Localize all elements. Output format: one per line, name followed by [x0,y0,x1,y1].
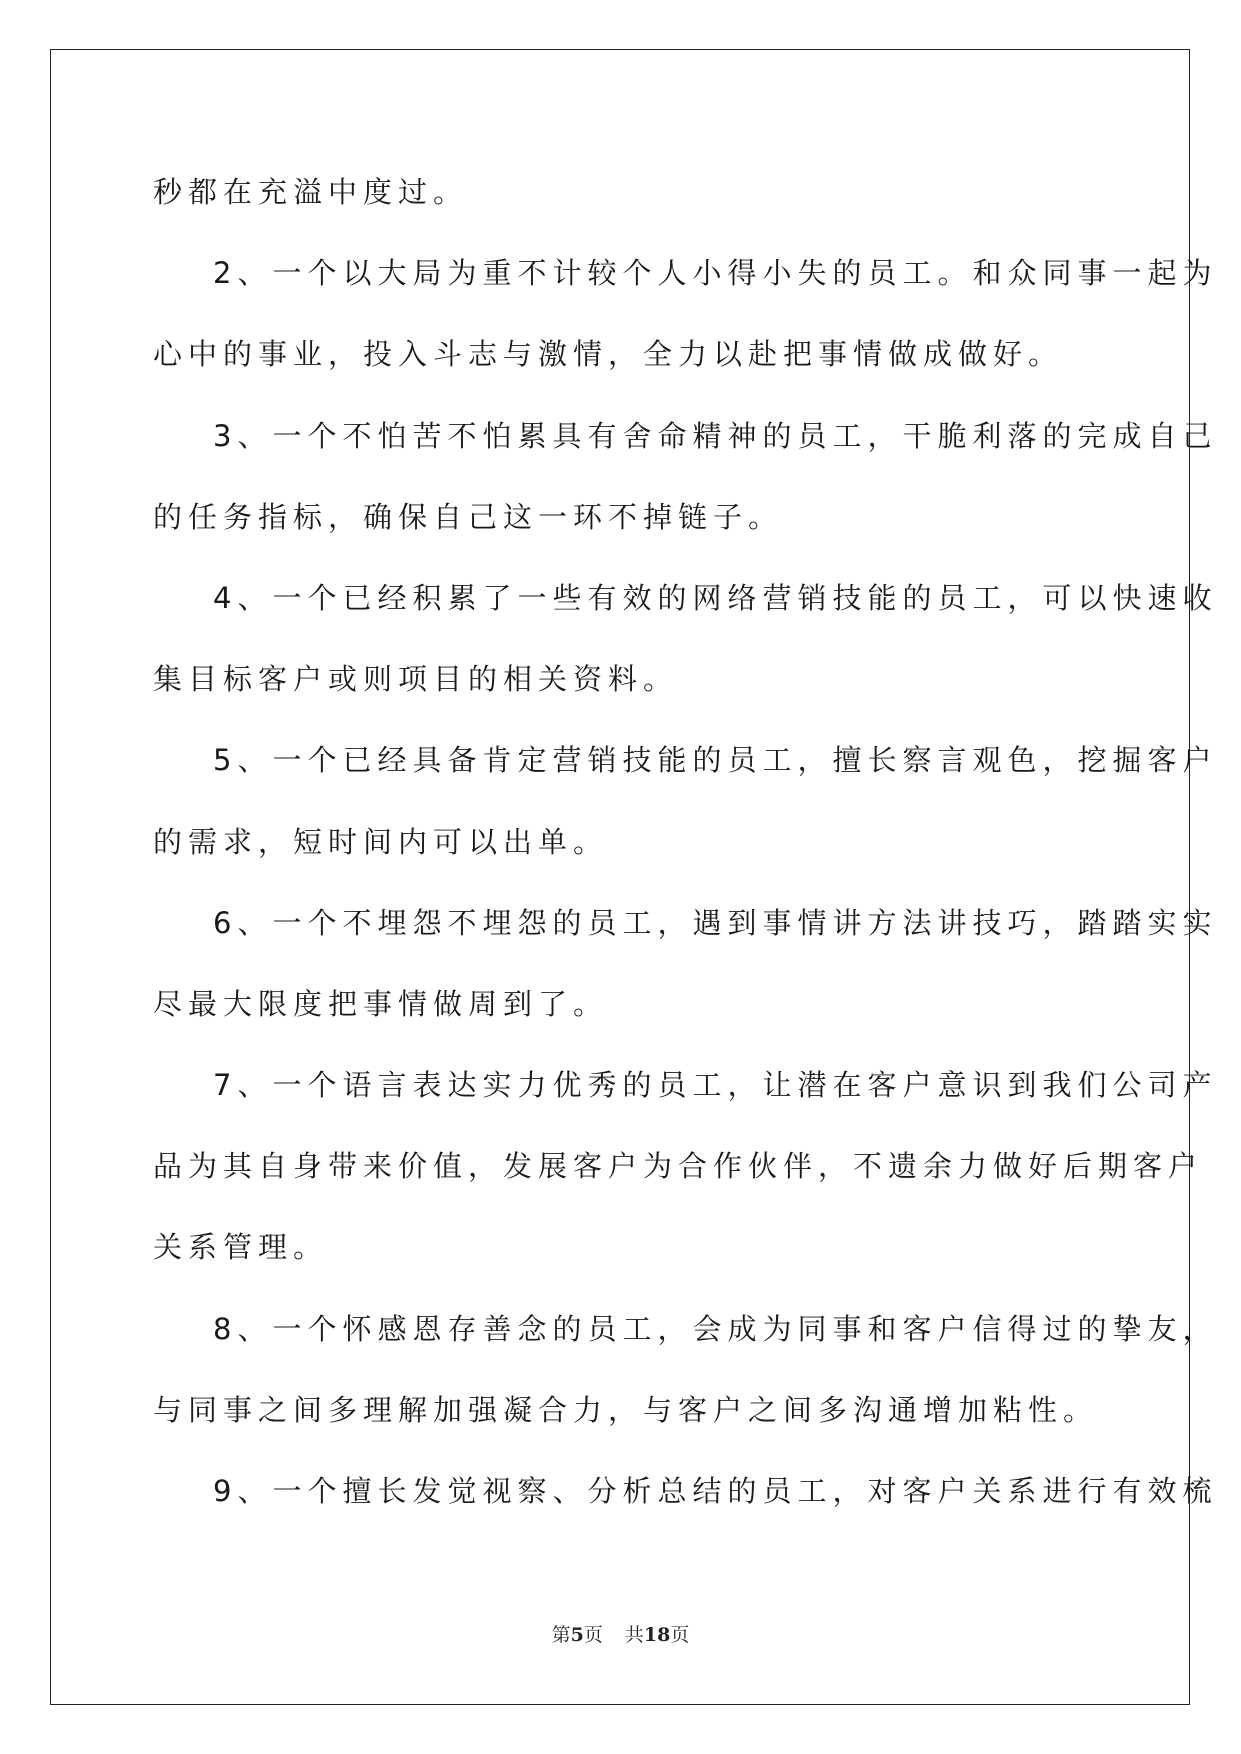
text-line: 秒都在充溢中度过。 [153,175,469,209]
text-line: 2、一个以大局为重不计较个人小得小失的员工。和众同事一起为 [213,256,1218,291]
text-line: 9、一个擅长发觉视察、分析总结的员工，对客户关系进行有效梳 [213,1474,1218,1508]
page-suffix: 页 [583,1624,603,1646]
text-line: 5、一个已经具备肯定营销技能的员工，擅长察言观色，挖掘客户 [213,743,1218,778]
text-line: 4、一个已经积累了一些有效的网络营销技能的员工，可以快速收 [213,580,1218,615]
text-line: 8、一个怀感恩存善念的员工，会成为同事和客户信得过的挚友， [213,1311,1218,1346]
text-line: 的任务指标，确保自己这一环不掉链子。 [153,499,784,534]
text-line: 集目标客户或则项目的相关资料。 [153,662,679,697]
page-number: 5 [570,1624,584,1646]
text-line: 心中的事业，投入斗志与激情，全力以赴把事情做成做好。 [153,337,1064,372]
text-line: 6、一个不埋怨不埋怨的员工，遇到事情讲方法讲技巧，踏踏实实 [213,905,1218,940]
text-line: 尽最大限度把事情做周到了。 [153,986,609,1021]
text-line: 7、一个语言表达实力优秀的员工，让潜在客户意识到我们公司产 [213,1068,1218,1103]
text-line: 关系管理。 [153,1230,329,1265]
page-footer [0,1620,1241,1647]
total-pages: 18 [643,1624,671,1646]
page-prefix: 第 [551,1624,571,1646]
text-line: 3、一个不怕苦不怕累具有舍命精神的员工，干脆利落的完成自己 [213,418,1218,453]
total-prefix: 共 [624,1624,644,1646]
total-suffix: 页 [670,1624,690,1646]
text-line: 与同事之间多理解加强凝合力，与客户之间多沟通增加粘性。 [153,1392,1099,1427]
document-body [153,152,1218,1532]
text-line: 品为其自身带来价值，发展客户为合作伙伴，不遗余力做好后期客户 [153,1149,1204,1184]
text-line: 的需求，短时间内可以出单。 [153,824,609,859]
